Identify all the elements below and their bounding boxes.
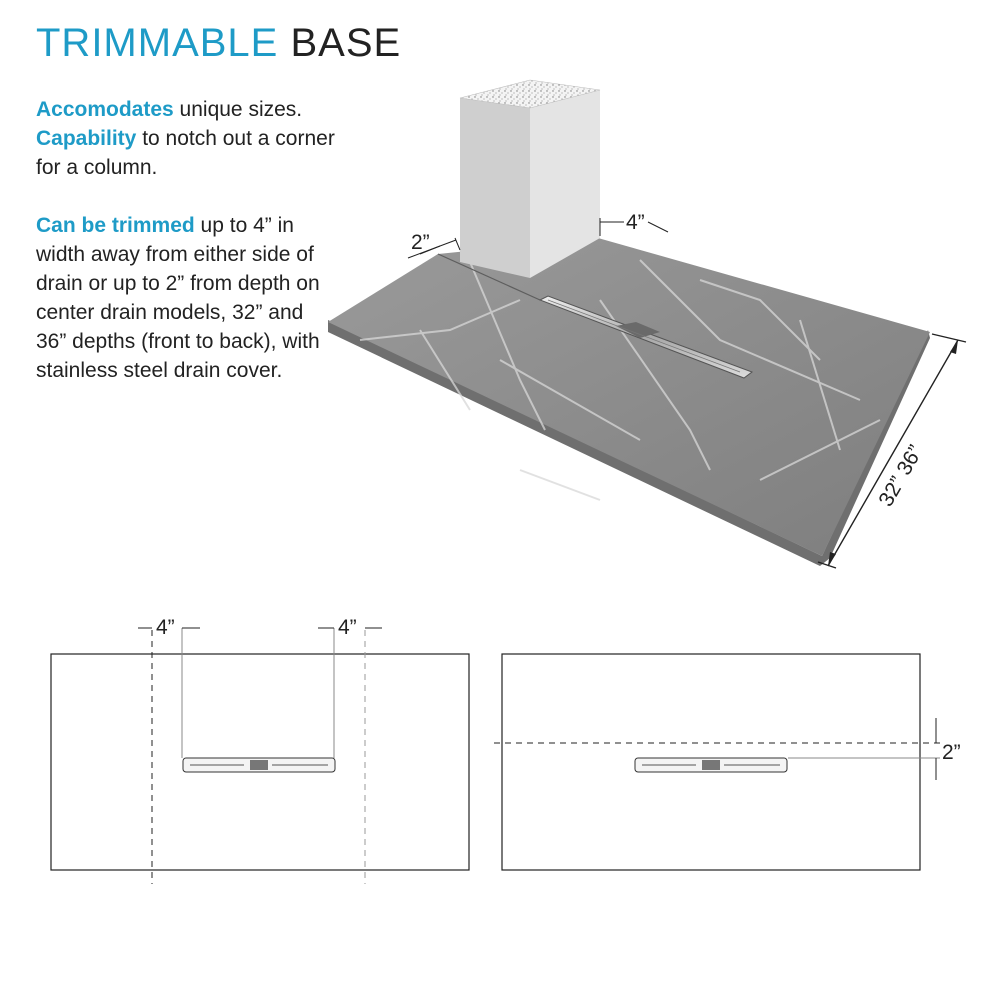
slab-top	[328, 238, 930, 556]
trim-text: up to 4” in width away from either side of drain or up to 2” from depth on center drain models, 32” and 36” depths (front to back), with stainless steel drain cover.	[36, 214, 320, 382]
accomodates-keyword: Accomodates	[36, 98, 174, 121]
trim-keyword: Can be trimmed	[36, 214, 195, 237]
column	[460, 80, 600, 278]
plan-drain-1	[183, 758, 335, 772]
capability-text: to notch out a corner for a column.	[36, 127, 335, 179]
notch-depth-label: 2”	[411, 231, 430, 254]
title-accent: TRIMMABLE	[36, 21, 279, 65]
plan-view-depth-trim	[494, 654, 961, 870]
width-left-label: 4”	[156, 616, 175, 639]
column-front	[460, 98, 530, 278]
notch-width-label: 4”	[626, 211, 645, 234]
width-right-label: 4”	[338, 616, 357, 639]
plan-view-width-trim	[51, 616, 469, 884]
capability-keyword: Capability	[36, 127, 137, 150]
depth-label: 32” 36”	[874, 441, 928, 511]
depth-trim-label: 2”	[942, 741, 961, 764]
accomodates-text: unique sizes.	[173, 98, 303, 121]
title-rest: BASE	[278, 21, 402, 65]
shower-base-iso	[328, 80, 966, 568]
plan-drain-2	[635, 758, 787, 772]
